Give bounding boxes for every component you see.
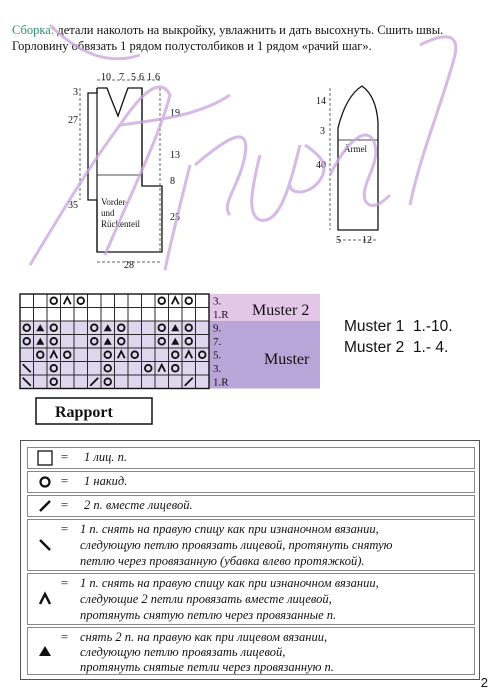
yarn-over-mark — [185, 297, 192, 304]
body-name-line3: Rückenteil — [101, 219, 140, 229]
sleeve-label-3: 3 — [320, 126, 325, 137]
caret-up-icon — [36, 590, 54, 608]
chart-row-label: 1.R — [213, 309, 229, 321]
legend-text: снять 2 п. на правую как при лицевом вязании, — [80, 630, 328, 644]
intro-paragraph — [12, 22, 488, 54]
legend-row: = 1 п. снять на правую спицу как при изнаночном вязании, следующую петлю провязать лицевой, протянуть снятую петлю через провязанную (убавка влево протяжкой). — [27, 519, 475, 571]
chart-cell — [196, 308, 210, 322]
chart-row-label: 5. — [213, 349, 222, 362]
chart-cell — [101, 308, 115, 322]
muster2-label: Muster 2 — [252, 302, 310, 319]
legend-text: следующую петлю провязать лицевой, — [80, 645, 286, 659]
stitch-chart — [14, 290, 330, 430]
yarn-over-mark — [77, 297, 84, 304]
chart-cell — [142, 294, 156, 308]
chart-cell — [196, 294, 210, 308]
body-bottom-label-28: 28 — [124, 260, 134, 271]
sleeve-name: Ärmel — [344, 144, 367, 154]
chart-cell — [115, 294, 129, 308]
yarn-over-circle-icon — [36, 473, 54, 491]
empty-square-icon — [36, 449, 54, 467]
pattern-pieces — [0, 60, 494, 280]
legend-text: 2 п. вместе лицевой. — [84, 498, 193, 512]
chart-cell — [20, 308, 34, 322]
chart-cell — [182, 308, 196, 322]
body-top-label-5: 5 — [131, 72, 136, 83]
chart-cell — [155, 308, 169, 322]
body-top-label-6b: 6 — [155, 72, 160, 83]
chart-row-label: 3. — [213, 295, 222, 308]
chart-cell — [20, 294, 34, 308]
legend-text: протянуть снятые петли через провязанную п. — [80, 660, 334, 674]
sleeve-label-40: 40 — [316, 160, 326, 171]
chart-cell — [88, 308, 102, 322]
legend-text: 1 накид. — [84, 474, 128, 488]
chart-row-label: 3. — [213, 363, 222, 375]
chart-cell — [34, 308, 48, 322]
muster-list-item: Muster 1 1.-10. — [344, 318, 453, 335]
yarn-over-mark — [50, 297, 57, 304]
chart-cell — [88, 294, 102, 308]
legend-text: протянуть снятую петлю через провязанные п. — [80, 608, 337, 622]
body-piece — [68, 72, 180, 271]
legend-text: петлю через провязанную (убавка влево протяжкой). — [80, 554, 365, 568]
chart-cell — [74, 308, 88, 322]
body-right-label-25: 25 — [170, 212, 180, 223]
chart-cell — [155, 294, 169, 308]
legend-text: следующую петлю провязать лицевой, протянуть снятую — [80, 538, 393, 552]
body-top-label-1: 1 — [147, 72, 152, 83]
body-name-line1: Vorder- — [101, 197, 129, 207]
body-left-label-35: 35 — [68, 200, 78, 211]
caret-up-mark — [172, 297, 179, 304]
chart-cell — [128, 294, 142, 308]
right-slant-icon — [36, 497, 54, 515]
chart-cell — [128, 308, 142, 322]
legend-row: = 1 накид. — [27, 471, 475, 493]
legend-row: = снять 2 п. на правую как при лицевом вязании, следующую петлю провязать лицевой, протянуть снятые петли через провязанную п. — [27, 627, 475, 675]
legend-row: = 2 п. вместе лицевой. — [27, 495, 475, 517]
intro-lead: Сборка: — [12, 23, 55, 37]
caret-up-mark — [64, 297, 71, 304]
page-number: 2 — [480, 675, 488, 690]
body-left-label-27: 27 — [68, 115, 78, 126]
chart-row-label: 1.R — [213, 376, 229, 389]
muster-list-item: Muster 2 1.- 4. — [344, 339, 449, 356]
sleeve-bottom-label-12: 12 — [362, 235, 372, 246]
legend-text: 1 п. снять на правую спицу как при изнаночном вязании, — [80, 576, 379, 590]
chart-cell — [115, 308, 129, 322]
intro-text-line2: Горловину обвязать 1 рядом полустолбиков и 1 рядом «рачий шаг». — [12, 39, 372, 53]
body-left-label-3: 3 — [73, 87, 78, 98]
chart-cell — [182, 294, 196, 308]
body-top-label-6a: 6 — [139, 72, 144, 83]
intro-text-line1: детали наколоть на выкройку, увлажнить и дать высохнуть. Сшить швы. — [54, 23, 444, 37]
chart-cell — [101, 294, 115, 308]
sleeve-piece — [316, 86, 378, 246]
legend-row: = 1 п. снять на правую спицу как при изнаночном вязании, следующие 2 петли провязать вместе лицевой, протянуть снятую петлю через провязанные п. — [27, 573, 475, 625]
chart-cell — [34, 294, 48, 308]
chart-cell — [47, 294, 61, 308]
muster-list — [344, 316, 453, 358]
body-right-label-8: 8 — [170, 176, 175, 187]
left-slant-icon — [36, 536, 54, 554]
chart-cell — [61, 308, 75, 322]
body-name-line2: und — [101, 208, 115, 218]
muster-label: Muster — [264, 351, 310, 368]
body-top-label-7: 7 — [119, 72, 124, 83]
rapport-label: Rapport — [55, 404, 113, 421]
yarn-over-mark — [158, 297, 165, 304]
chart-cell — [142, 308, 156, 322]
chart-cell — [74, 294, 88, 308]
legend-text: следующие 2 петли провязать вместе лицевой, — [80, 592, 332, 606]
body-top-label-10: 10 — [101, 72, 111, 83]
sleeve-label-14: 14 — [316, 96, 326, 107]
filled-triangle-icon — [36, 642, 54, 660]
chart-cell — [169, 308, 183, 322]
chart-row-label: 9. — [213, 322, 222, 335]
legend-text: 1 п. снять на правую спицу как при изнаночном вязании, — [80, 522, 379, 536]
chart-row-label: 7. — [213, 336, 222, 348]
chart-cell — [47, 308, 61, 322]
legend-text: 1 лиц. п. — [84, 450, 127, 464]
body-right-label-13: 13 — [170, 150, 180, 161]
sleeve-bottom-label-5: 5 — [336, 235, 341, 246]
body-right-label-19: 19 — [170, 108, 180, 119]
legend-row: = 1 лиц. п. — [27, 447, 475, 469]
symbol-legend — [20, 440, 480, 680]
